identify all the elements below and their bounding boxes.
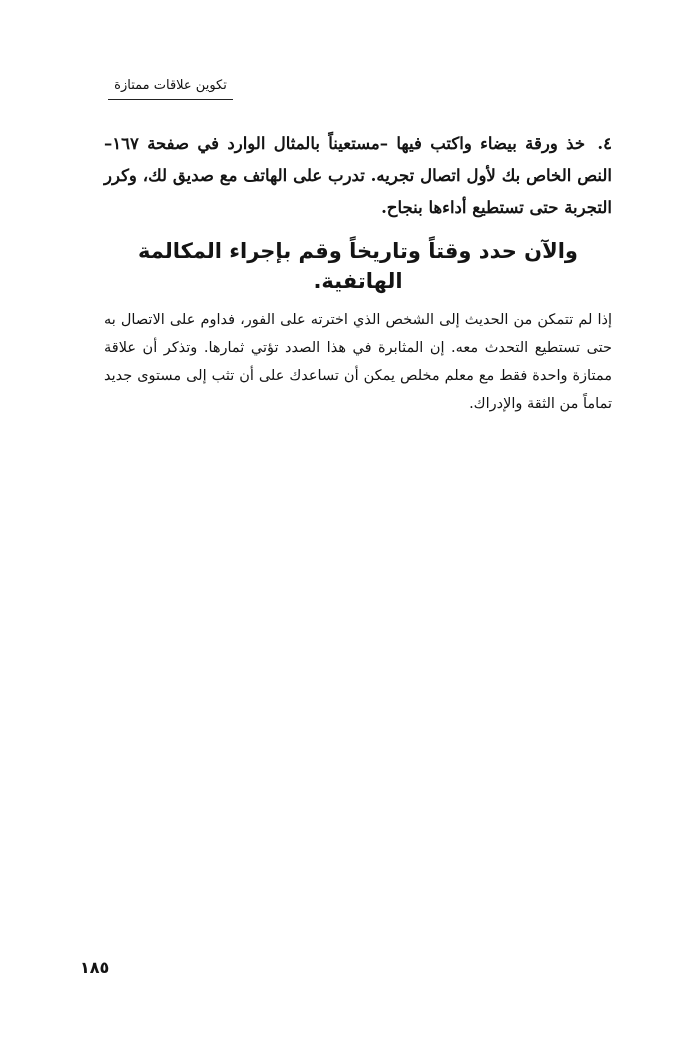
body-paragraph: إذا لم تتمكن من الحديث إلى الشخص الذي اخترته على الفور، فداوم على الاتصال به حتى تستطيع التحدث معه. إن المثابرة في هذا الصدد تؤتي ثمارها. وتذكر أن علاقة ممتازة واحدة فقط مع معلم مخلص يمكن أن تساعدك على أن تثب إلى مستوى جديد تماماً من الثقة والإدراك. [104, 312, 612, 412]
book-title: تكوين علاقات ممتازة [114, 78, 227, 93]
running-header [108, 78, 233, 100]
page-content [104, 128, 612, 418]
item-text: خذ ورقة بيضاء واكتب فيها –مستعيناً بالمثال الوارد في صفحة ١٦٧– النص الخاص بك لأول اتصال تجريه. تدرب على الهاتف مع صديق لك، وكرر التجربة حتى تستطيع أداءها بنجاح. [104, 134, 612, 217]
page-number: ١٨٥ [80, 958, 110, 977]
numbered-item [104, 128, 612, 224]
section-heading: والآن حدد وقتاً وتاريخاً وقم بإجراء المكالمة الهاتفية. [138, 239, 578, 293]
item-number: ٤. [597, 134, 613, 153]
